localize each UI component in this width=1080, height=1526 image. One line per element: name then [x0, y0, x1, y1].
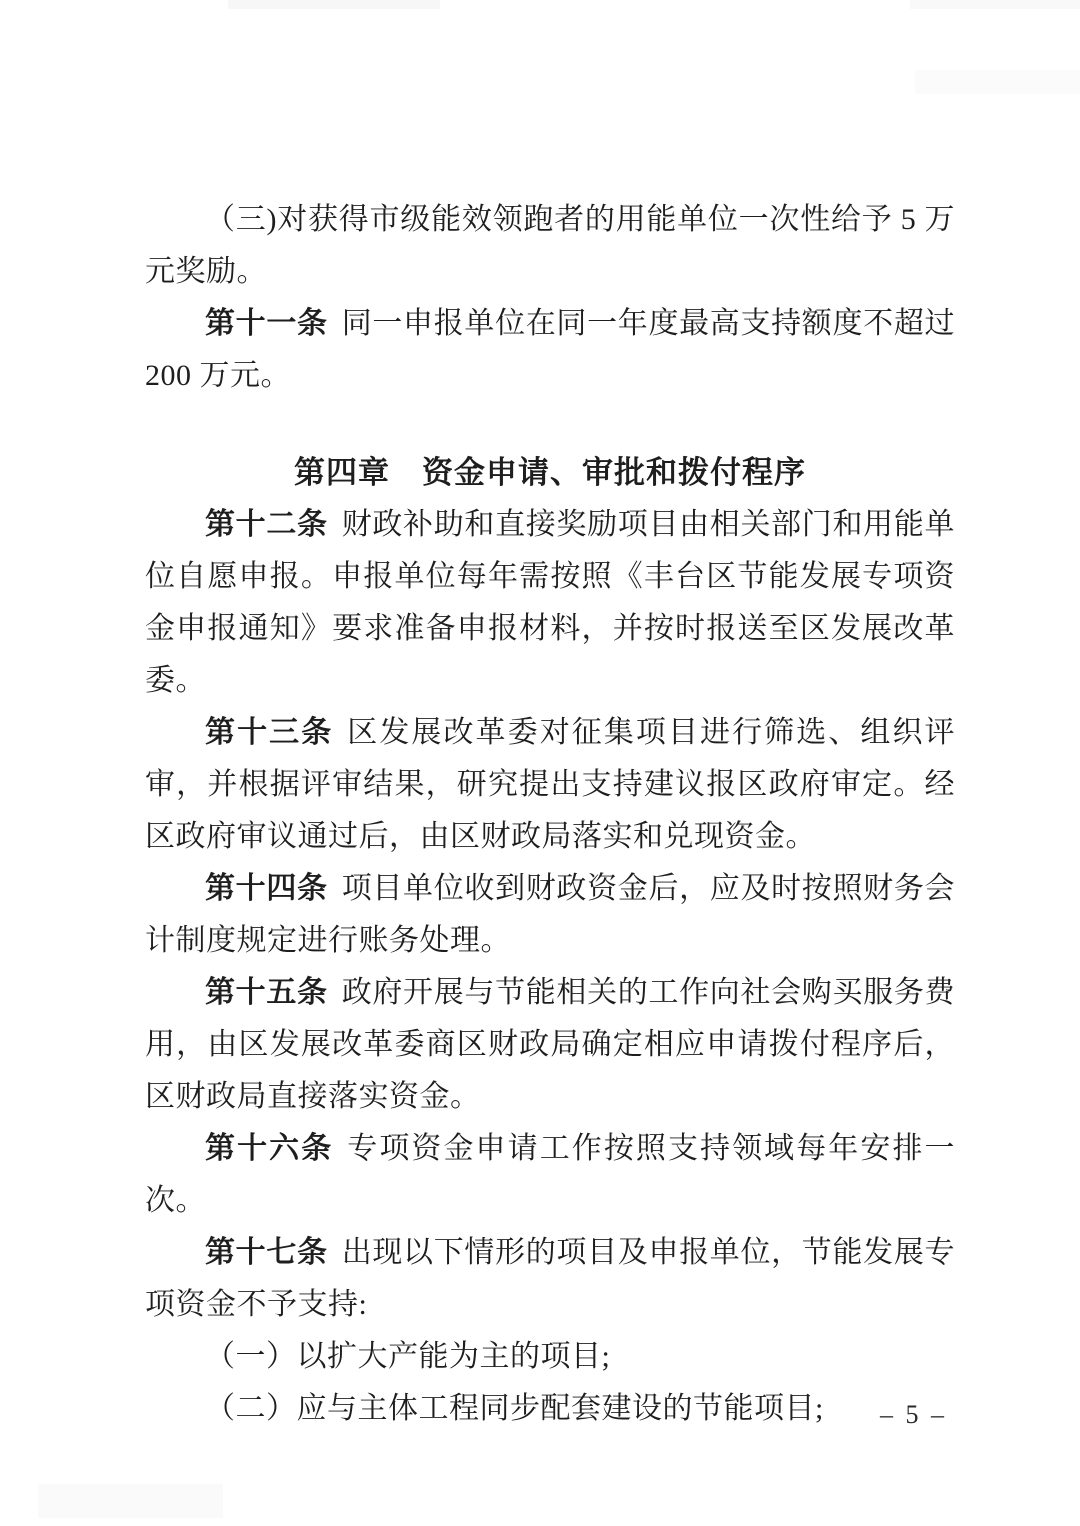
article-15-paragraph: [145, 967, 955, 1123]
page-content: [145, 194, 955, 1435]
clause-item-three: [145, 194, 955, 298]
article-13-label: 第十三条: [205, 716, 334, 749]
list-item-two-text: （二）应与主体工程同步配套建设的节能项目;: [205, 1392, 824, 1425]
article-13-text: 区发展改革委对征集项目进行筛选、组织评审，并根据评审结果，研究提出支持建议报区政府审定。经区政府审议通过后，由区财政局落实和兑现资金。: [145, 716, 956, 853]
article-14-paragraph: [145, 863, 955, 967]
scan-artifact-bottom-left: [38, 1484, 223, 1518]
list-item-one-text: （一）以扩大产能为主的项目;: [205, 1340, 611, 1373]
article-11-label: 第十一条: [205, 307, 328, 340]
chapter-heading: 第四章 资金申请、审批和拨付程序: [294, 455, 806, 490]
article-14-text: 项目单位收到财政资金后，应及时按照财务会计制度规定进行账务处理。: [145, 872, 956, 957]
article-12-text: 财政补助和直接奖励项目由相关部门和用能单位自愿申报。申报单位每年需按照《丰台区节能发展专项资金申报通知》要求准备申报材料，并按时报送至区发展改革委。: [145, 508, 956, 697]
list-item-one: [145, 1331, 955, 1383]
article-14-label: 第十四条: [205, 872, 328, 905]
scan-artifact-top: [228, 0, 440, 9]
scan-artifact-right: [915, 70, 1080, 94]
article-11-text: 同一申报单位在同一年度最高支持额度不超过 200 万元。: [145, 307, 956, 392]
article-15-text: 政府开展与节能相关的工作向社会购买服务费用，由区发展改革委商区财政局确定相应申请拨付程序后，区财政局直接落实资金。: [145, 976, 956, 1113]
page-number: – 5 –: [880, 1400, 947, 1429]
article-11-paragraph: [145, 298, 955, 402]
article-17-label: 第十七条: [205, 1236, 328, 1269]
article-12-paragraph: [145, 499, 955, 707]
article-16-paragraph: [145, 1123, 955, 1227]
article-17-text: 出现以下情形的项目及申报单位，节能发展专项资金不予支持:: [145, 1236, 956, 1321]
article-15-label: 第十五条: [205, 976, 328, 1009]
list-item-two: [145, 1383, 955, 1435]
article-16-label: 第十六条: [205, 1132, 334, 1165]
article-16-text: 专项资金申请工作按照支持领域每年安排一次。: [145, 1132, 956, 1217]
article-12-label: 第十二条: [205, 508, 328, 541]
article-17-paragraph: [145, 1227, 955, 1331]
clause-text: （三)对获得市级能效领跑者的用能单位一次性给予 5 万元奖励。: [145, 203, 955, 288]
scan-artifact-top-right: [910, 0, 1080, 9]
article-13-paragraph: [145, 707, 955, 863]
